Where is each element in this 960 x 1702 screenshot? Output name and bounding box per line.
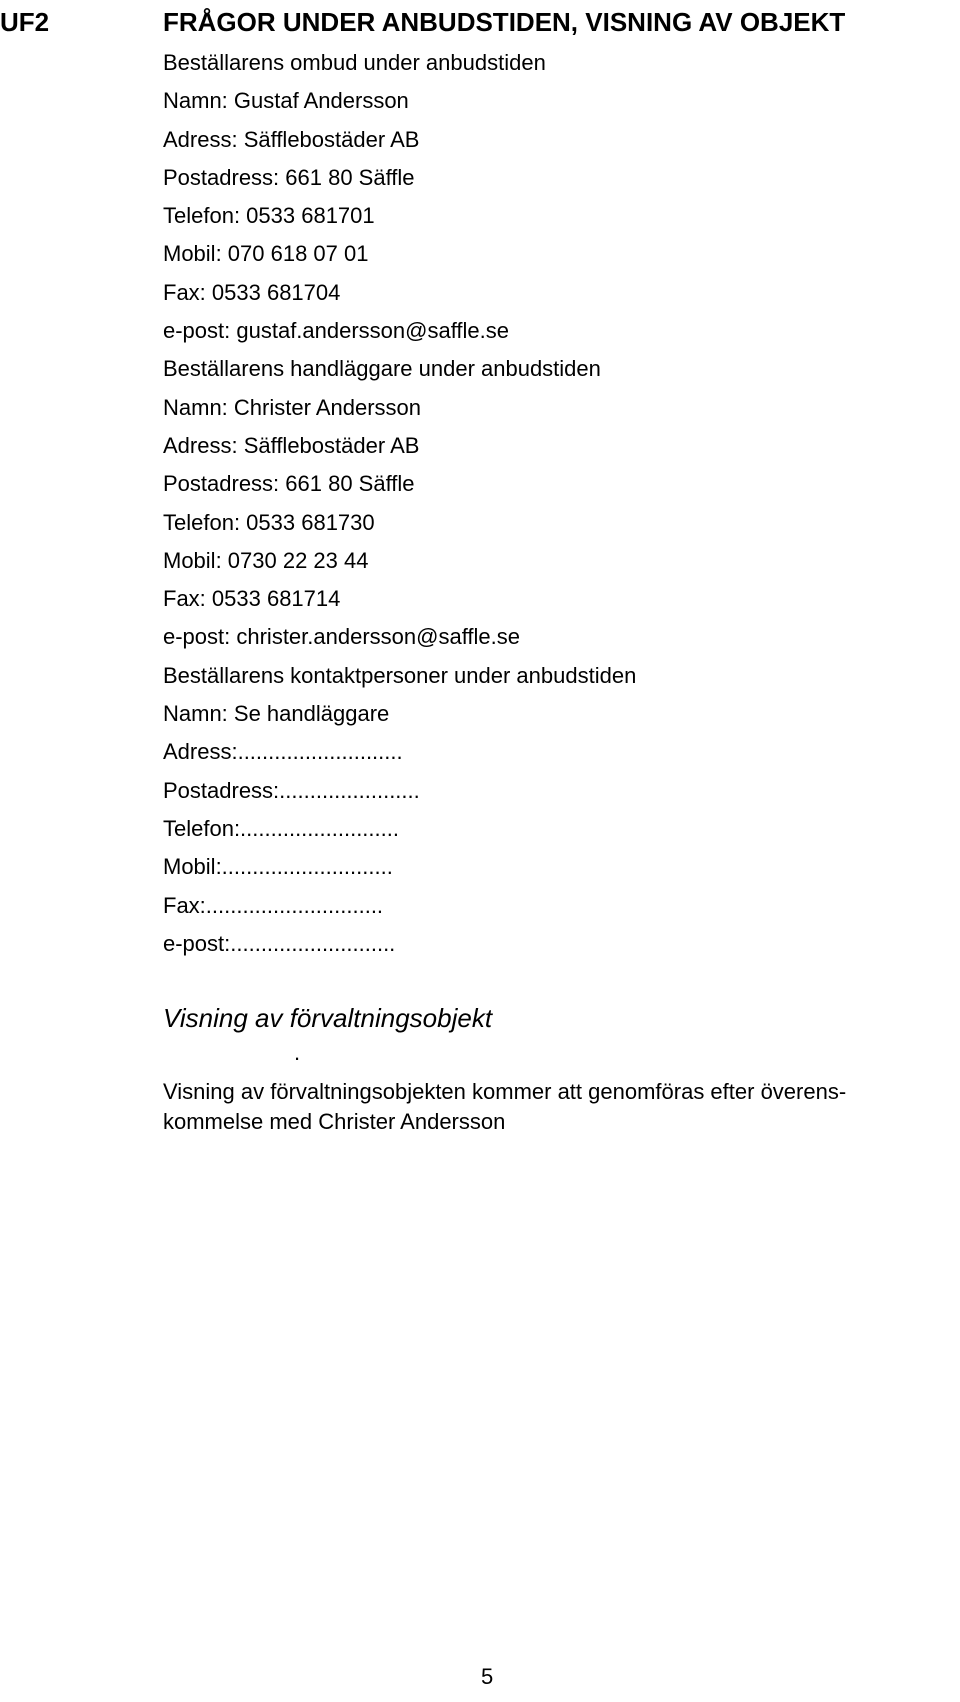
line-handlaggare-address: Adress: Säfflebostäder AB	[163, 432, 420, 458]
line-kontakt-postaddress: Postadress:.......................	[163, 777, 420, 803]
line-kontakt-mobile: Mobil:............................	[163, 854, 393, 880]
line-kontakt-email: e-post:...........................	[163, 930, 396, 956]
line-ombud-heading: Beställarens ombud under anbudstiden	[163, 50, 546, 75]
line-ombud-email: e-post: gustaf.andersson@saffle.se	[163, 318, 510, 344]
line-ombud-mobile: Mobil: 070 618 07 01	[163, 241, 369, 267]
viewing-text-line2: kommelse med Christer Andersson	[163, 1109, 506, 1134]
line-handlaggare-heading: Beställarens handläggare under anbudstiden	[163, 356, 601, 382]
line-ombud-postaddress: Postadress: 661 80 Säffle	[163, 164, 415, 190]
line-handlaggare-postaddress: Postadress: 661 80 Säffle	[163, 471, 415, 497]
line-ombud-fax: Fax: 0533 681704	[163, 279, 341, 305]
section-id: UF2	[0, 7, 50, 37]
line-handlaggare-fax: Fax: 0533 681714	[163, 586, 341, 612]
line-handlaggare-email: e-post: christer.andersson@saffle.se	[163, 624, 520, 650]
line-ombud-name: Namn: Gustaf Andersson	[163, 88, 409, 114]
line-kontakt-heading: Beställarens kontaktpersoner under anbudstiden	[163, 662, 637, 688]
stray-dot: .	[294, 1040, 301, 1065]
line-kontakt-address: Adress:...........................	[163, 739, 403, 765]
viewing-paragraph	[163, 1077, 943, 1137]
line-handlaggare-mobile: Mobil: 0730 22 23 44	[163, 547, 369, 573]
line-kontakt-phone: Telefon:..........................	[163, 815, 399, 841]
line-kontakt-name: Namn: Se handläggare	[163, 701, 390, 727]
contact-lines	[163, 44, 636, 963]
line-ombud-phone: Telefon: 0533 681701	[163, 203, 375, 229]
page-number: 5	[481, 1664, 494, 1689]
viewing-heading: Visning av förvaltningsobjekt	[163, 1003, 493, 1033]
section-heading: FRÅGOR UNDER ANBUDSTIDEN, VISNING AV OBJEKT	[163, 7, 846, 37]
line-ombud-address: Adress: Säfflebostäder AB	[163, 126, 420, 152]
line-handlaggare-phone: Telefon: 0533 681730	[163, 509, 375, 535]
viewing-text-line1: Visning av förvaltningsobjekten kommer att genomföras efter överens-	[163, 1079, 847, 1104]
line-handlaggare-name: Namn: Christer Andersson	[163, 394, 421, 420]
line-kontakt-fax: Fax:.............................	[163, 892, 384, 918]
